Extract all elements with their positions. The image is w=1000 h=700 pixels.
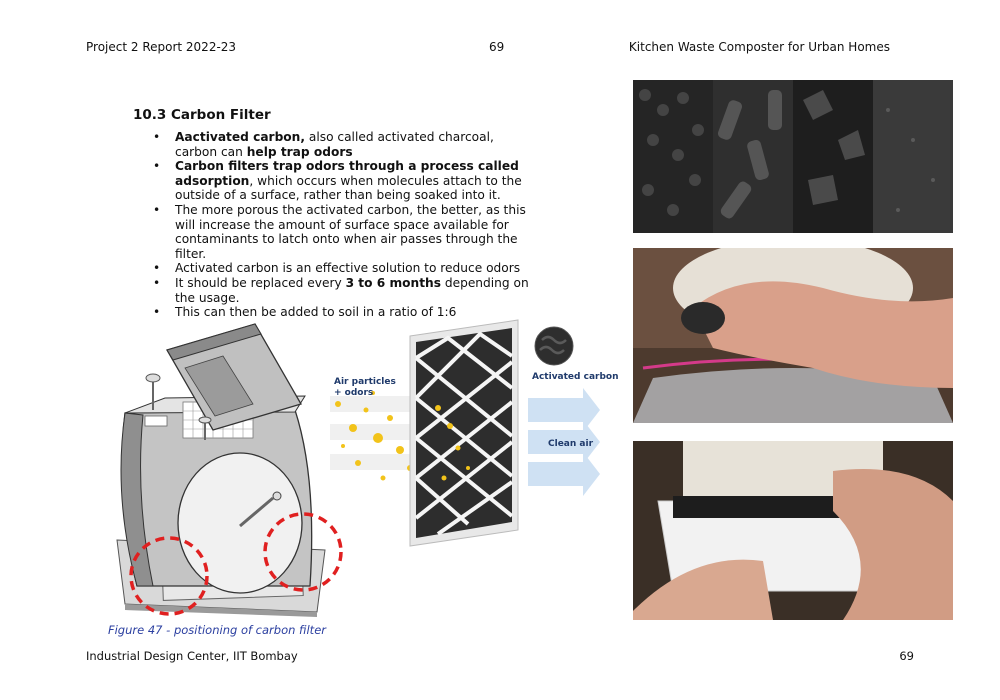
header-right-text: Kitchen Waste Composter for Urban Homes <box>628 40 890 54</box>
footer-institution: Industrial Design Center, IIT Bombay <box>86 649 298 663</box>
bullet-text: depending on the usage. <box>175 275 529 305</box>
bullet-bold-text: Aactivated carbon, <box>175 130 305 144</box>
bullet-dot: • <box>153 305 161 320</box>
bullet-item <box>147 276 532 305</box>
bullet-dot: • <box>153 261 161 276</box>
bullet-text: This can then be added to soil in a ratio of 1:6 <box>175 305 457 320</box>
section-title: 10.3 Carbon Filter <box>133 107 271 123</box>
bullet-text: Activated carbon is an effective solution to reduce odors <box>175 261 521 276</box>
bullet-dot: • <box>153 159 161 174</box>
activated-carbon-label: Activated carbon <box>532 372 618 382</box>
bullet-item <box>147 203 532 261</box>
bullet-dot: • <box>153 202 161 217</box>
bullet-text: also called activated charcoal, carbon can <box>175 130 494 159</box>
figure-caption: Figure 47 - positioning of carbon filter <box>108 623 326 637</box>
bullet-dot: • <box>153 130 161 144</box>
clean-air-label: Clean air <box>548 439 594 449</box>
bullet-text: It should be replaced every <box>175 275 346 290</box>
bullet-item <box>147 261 532 276</box>
carbon-filter-diagram <box>318 318 618 548</box>
bullet-text: , which occurs when molecules attach to the outside of a surface, rather than being soaked into it. <box>175 173 522 203</box>
bullet-text: The more porous the activated carbon, the better, as this will increase the amount of surface space available for contaminants to latch onto when air passes through the filter. <box>175 202 526 261</box>
header-page-number: 69 <box>489 40 505 54</box>
air-particles-label-line1: Air particles <box>334 377 396 387</box>
bullet-item <box>147 130 532 159</box>
hand-holding-carbon-photo <box>633 248 953 423</box>
carbon-tray-photo <box>633 441 953 620</box>
air-particles-label-line2: + odors <box>334 388 374 398</box>
bullet-bold-text: help trap odors <box>246 144 353 159</box>
bullet-bold-text: Carbon filters trap odors through a process called adsorption <box>175 159 519 188</box>
bullet-list <box>147 130 532 320</box>
footer-page-number: 69 <box>899 649 914 663</box>
carbon-granules-photo <box>633 80 953 233</box>
header-left-text: Project 2 Report 2022-23 <box>86 40 237 54</box>
bullet-bold-text: 3 to 6 months <box>345 275 441 290</box>
bullet-dot: • <box>153 275 161 290</box>
bullet-item <box>147 159 532 203</box>
